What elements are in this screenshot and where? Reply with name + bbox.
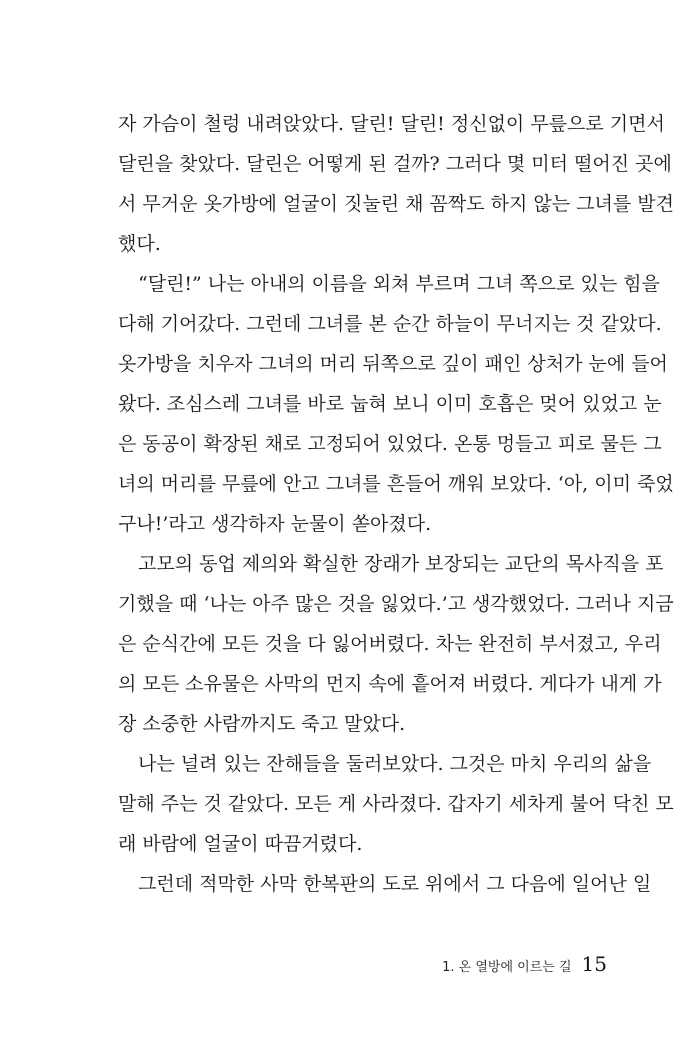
text-line: 의 모든 소유물은 사막의 먼지 속에 흩어져 버렸다. 게다가 내게 가 <box>118 673 662 695</box>
text-line: 녀의 머리를 무릎에 안고 그녀를 흔들어 깨워 보았다. ‘아, 이미 죽었 <box>118 473 674 495</box>
page-footer <box>442 952 607 980</box>
text-line: 자 가슴이 철렁 내려앉았다. 달린! 달린! 정신없이 무릎으로 기면서 <box>118 113 665 135</box>
paragraph-3 <box>118 544 674 744</box>
text-line: 고모의 동업 제의와 확실한 장래가 보장되는 교단의 목사직을 포 <box>138 553 664 575</box>
running-chapter-title: 1. 온 열방에 이르는 길 <box>442 960 572 975</box>
page-body <box>118 104 674 904</box>
text-line: 서 무거운 옷가방에 얼굴이 짓눌린 채 꼼짝도 하지 않는 그녀를 발견 <box>118 193 674 215</box>
text-line: 말해 주는 것 같았다. 모든 게 사라졌다. 갑자기 세차게 불어 닥친 모 <box>118 793 674 815</box>
text-line: 나는 널려 있는 잔해들을 둘러보았다. 그것은 마치 우리의 삶을 <box>138 753 652 775</box>
text-line: 래 바람에 얼굴이 따끔거렸다. <box>118 833 363 855</box>
text-line: 기했을 때 ‘나는 아주 많은 것을 잃었다.’고 생각했었다. 그러나 지금 <box>118 593 674 615</box>
text-line: 옷가방을 치우자 그녀의 머리 뒤쪽으로 깊이 패인 상처가 눈에 들어 <box>118 353 668 375</box>
paragraph-4 <box>118 744 674 864</box>
page-number: 15 <box>581 952 607 976</box>
text-line: 왔다. 조심스레 그녀를 바로 눕혀 보니 이미 호흡은 멎어 있었고 눈 <box>118 393 662 415</box>
text-line: 장 소중한 사람까지도 죽고 말았다. <box>118 713 406 735</box>
text-line: 그런데 적막한 사막 한복판의 도로 위에서 그 다음에 일어난 일 <box>138 873 652 895</box>
paragraph-2 <box>118 264 674 544</box>
text-line: “달린!” 나는 아내의 이름을 외쳐 부르며 그녀 쪽으로 있는 힘을 <box>138 273 660 295</box>
text-line: 구나!’라고 생각하자 눈물이 쏟아졌다. <box>118 513 432 535</box>
text-line: 달린을 찾았다. 달린은 어떻게 된 걸까? 그러다 몇 미터 떨어진 곳에 <box>118 153 672 175</box>
text-line: 은 동공이 확장된 채로 고정되어 있었다. 온통 멍들고 피로 물든 그 <box>118 433 662 455</box>
text-line: 다해 기어갔다. 그런데 그녀를 본 순간 하늘이 무너지는 것 같았다. <box>118 313 662 335</box>
paragraph-1 <box>118 104 674 264</box>
text-line: 은 순식간에 모든 것을 다 잃어버렸다. 차는 완전히 부서졌고, 우리 <box>118 633 662 655</box>
paragraph-5 <box>118 864 652 904</box>
text-line: 했다. <box>118 233 161 255</box>
